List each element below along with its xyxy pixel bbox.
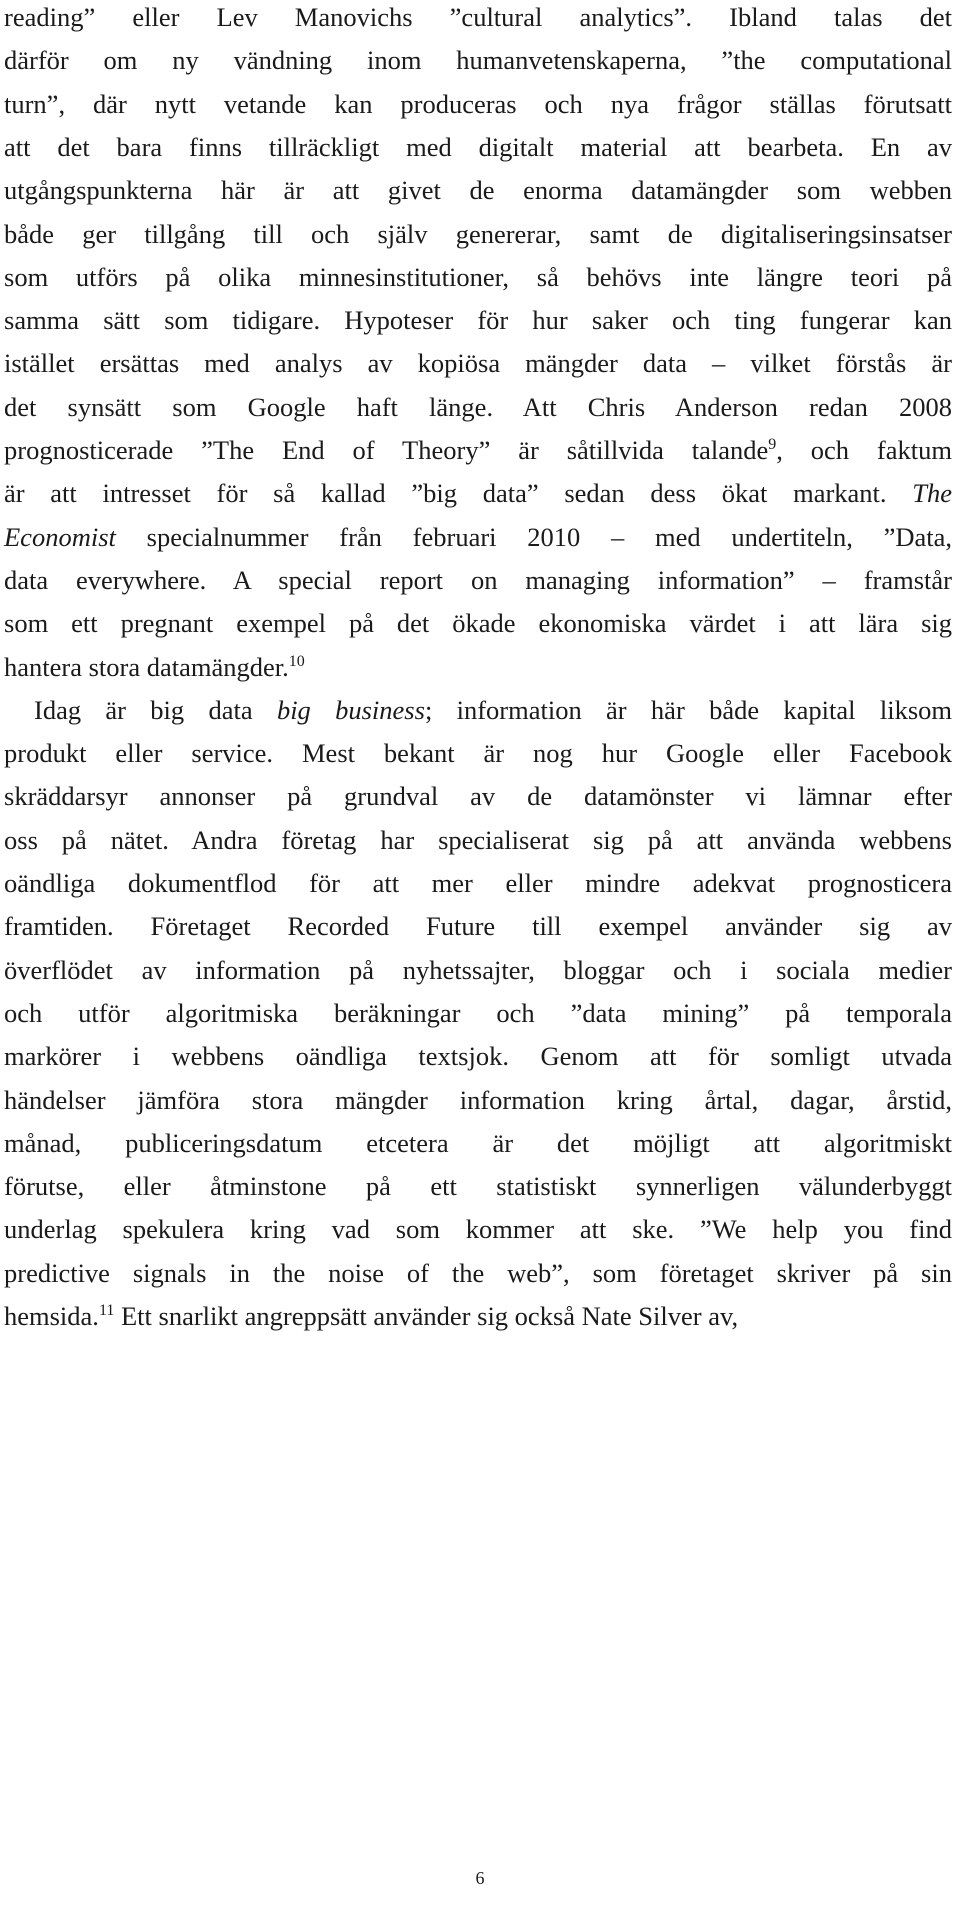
text-run: markörer i webbens oändliga textsjok. Genom att för somligt utvada <box>4 1041 952 1072</box>
text-line <box>4 520 952 554</box>
footnote-ref: 9 <box>768 436 777 453</box>
text-run: skräddarsyr annonser på grundval av de datamönster vi lämnar efter <box>4 781 952 812</box>
text-run: som utförs på olika minnesinstitutioner, så behövs inte längre teori på <box>4 261 952 292</box>
text-line <box>4 476 952 510</box>
text-line <box>4 87 952 121</box>
text-run: förutse, eller åtminstone på ett statistiskt synnerligen välunderbyggt <box>4 1171 952 1202</box>
text-run: både ger tillgång till och själv genererar, samt de digitaliseringsinsatser <box>4 218 952 249</box>
text-line <box>4 217 952 251</box>
text-line <box>4 953 952 987</box>
text-line <box>4 606 952 640</box>
text-run: oss på nätet. Andra företag har specialiserat sig på att använda webbens <box>4 824 952 855</box>
text-line <box>4 1126 952 1160</box>
text-line <box>4 866 952 900</box>
footnote-ref: 10 <box>288 652 305 670</box>
text-run: överflödet av information på nyhetssajter, bloggar och i sociala medier <box>4 954 952 985</box>
text-line <box>4 1212 952 1246</box>
italic-text: big business <box>276 694 425 725</box>
text-run: utgångspunkterna här är att givet de enorma datamängder som webben <box>4 175 952 206</box>
text-run: framtiden. Företaget Recorded Future till exempel använder sig av <box>4 911 952 942</box>
text-run: hemsida. <box>4 1301 99 1331</box>
text-run: samma sätt som tidigare. Hypoteser för hur saker och ting fungerar kan <box>4 305 952 336</box>
text-line <box>4 996 952 1030</box>
text-run: specialnummer från februari 2010 – med undertiteln, ”Data, <box>115 521 952 552</box>
text-line <box>4 909 952 943</box>
text-run: underlag spekulera kring vad som kommer att ske. ”We help you find <box>4 1214 952 1245</box>
text-run: produkt eller service. Mest bekant är nog hur Google eller Facebook <box>4 738 952 769</box>
text-line <box>4 1039 952 1073</box>
text-line <box>4 390 952 424</box>
text-line <box>4 1169 952 1203</box>
text-run: data everywhere. A special report on managing information” – framstår <box>4 564 952 595</box>
text-line <box>4 1256 952 1290</box>
text-run: reading” eller Lev Manovichs ”cultural analytics”. Ibland talas det <box>4 2 952 32</box>
text-line <box>4 433 952 467</box>
text-run: ; information är här både kapital liksom <box>424 694 952 725</box>
text-run: att det bara finns tillräckligt med digitalt material att bearbeta. En av <box>4 131 952 162</box>
text-run: Ett snarlikt angreppsätt använder sig också Nate Silver av, <box>114 1301 739 1331</box>
text-run: det synsätt som Google haft länge. Att Chris Anderson redan 2008 <box>4 391 952 422</box>
text-line <box>4 303 952 337</box>
text-line <box>4 823 952 857</box>
italic-text: Economist <box>4 521 116 552</box>
text-line <box>4 0 952 34</box>
text-line <box>4 173 952 207</box>
text-run: därför om ny vändning inom humanvetenskaperna, ”the computational <box>4 45 952 76</box>
text-run: istället ersättas med analys av kopiösa mängder data – vilket förstås är <box>4 348 952 379</box>
text-run: och utför algoritmiska beräkningar och ”data mining” på temporala <box>4 997 952 1028</box>
text-run: predictive signals in the noise of the web”, som företaget skriver på sin <box>4 1257 952 1288</box>
text-run: som ett pregnant exempel på det ökade ekonomiska värdet i att lära sig <box>4 608 952 639</box>
footnote-ref: 11 <box>98 1302 115 1319</box>
text-line <box>4 346 952 380</box>
text-line <box>34 693 952 727</box>
text-line <box>4 1299 952 1333</box>
text-run: oändliga dokumentflod för att mer eller mindre adekvat prognosticera <box>4 868 952 898</box>
text-line <box>4 779 952 813</box>
text-run: hantera stora datamängder. <box>4 651 289 682</box>
text-run: , och faktum <box>776 435 952 465</box>
text-line <box>4 130 952 164</box>
text-line <box>4 1083 952 1117</box>
text-line <box>4 563 952 597</box>
text-run: månad, publiceringsdatum etcetera är det möjligt att algoritmiskt <box>4 1127 952 1158</box>
text-line <box>4 650 952 684</box>
italic-text: The <box>912 478 952 509</box>
text-line <box>4 736 952 770</box>
text-run: turn”, där nytt vetande kan produceras och nya frågor ställas förutsatt <box>4 88 952 119</box>
text-run: är att intresset för så kallad ”big data” sedan dess ökat markant. <box>4 478 913 509</box>
text-line <box>4 260 952 294</box>
page-number: 6 <box>475 1868 485 1888</box>
text-run: prognosticerade ”The End of Theory” är såtillvida talande <box>4 435 769 465</box>
text-run: Idag är big data <box>34 694 277 725</box>
text-run: händelser jämföra stora mängder information kring årtal, dagar, årstid, <box>4 1084 952 1115</box>
text-line <box>4 43 952 77</box>
